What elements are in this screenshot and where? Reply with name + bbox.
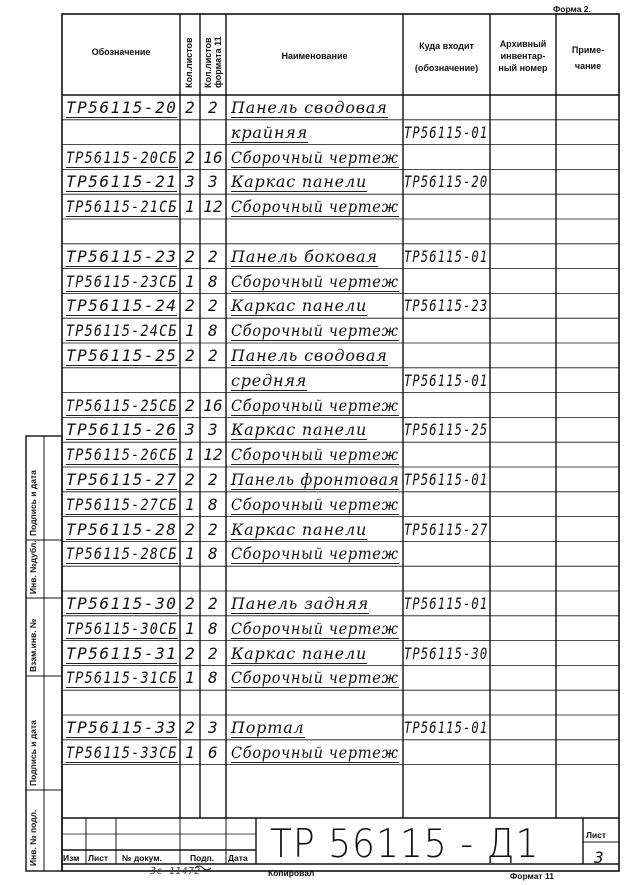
stamp-sheet-number: 3 [594, 848, 604, 867]
row-name: Панель сводовая [231, 346, 388, 365]
row-sheets-format: 12 [203, 445, 223, 465]
row-sheets-format: 2 [208, 519, 218, 539]
col-header-sheets-count: Кол.листов [184, 37, 194, 88]
row-designation: ТР56115-24 [66, 296, 178, 316]
table-row [0, 95, 628, 120]
row-sheets-format: 2 [208, 296, 218, 316]
row-name: Каркас панели [231, 172, 368, 192]
row-where-used: ТР56115-01 [404, 246, 489, 266]
row-name: Сборочный чертеж [231, 271, 399, 291]
row-sheets-count: 2 [185, 296, 195, 316]
row-sheets-format: 8 [208, 321, 218, 341]
row-designation: ТР56115-31СБ [66, 668, 178, 688]
row-designation: ТР56115-21СБ [66, 197, 178, 217]
row-sheets-count: 2 [185, 246, 195, 266]
table-row [0, 318, 628, 343]
row-sheets-format: 3 [208, 420, 218, 440]
row-name: Панель задняя [231, 594, 370, 613]
row-sheets-format: 8 [208, 544, 218, 564]
table-row [0, 690, 628, 715]
row-sheets-format: 2 [208, 643, 218, 663]
stamp-izm: Изм [63, 853, 80, 863]
row-sheets-count: 1 [185, 494, 195, 514]
row-name: крайняя [231, 122, 308, 142]
row-sheets-count: 1 [185, 445, 195, 465]
table-row [0, 293, 628, 318]
row-sheets-count: 2 [185, 470, 195, 489]
row-name: Панель боковая [231, 246, 378, 266]
row-designation: ТР56115-25СБ [66, 395, 178, 415]
row-designation: ТР56115-31 [66, 643, 178, 663]
row-designation: ТР56115-23СБ [66, 271, 178, 291]
row-designation: ТР56115-25 [66, 346, 178, 365]
table-row [0, 566, 628, 591]
row-name: Сборочный чертеж [231, 197, 399, 217]
table-row [0, 665, 628, 690]
row-designation: ТР56115-33 [66, 718, 178, 737]
row-name: средняя [231, 370, 308, 390]
row-name: Панель сводовая [231, 98, 388, 117]
row-sheets-count: 1 [185, 618, 195, 638]
col-header-archive: Архивный инвентар- ный номер [498, 39, 548, 73]
row-where-used: ТР56115-25 [404, 420, 489, 440]
table-row [0, 541, 628, 566]
row-name: Каркас панели [231, 420, 368, 440]
table-row [0, 442, 628, 467]
row-name: Сборочный чертеж [231, 445, 399, 465]
row-designation: ТР56115-20СБ [66, 147, 178, 167]
row-sheets-count: 2 [185, 98, 195, 117]
table-row [0, 219, 628, 244]
table-row [0, 492, 628, 517]
row-where-used: ТР56115-01 [404, 122, 489, 142]
row-designation: ТР56115-27 [66, 470, 178, 489]
row-sheets-count: 2 [185, 643, 195, 663]
row-sheets-format: 8 [208, 271, 218, 291]
row-sheets-count: 1 [185, 668, 195, 688]
stamp-sheet-label: Лист [586, 830, 607, 840]
row-designation: ТР56115-27СБ [66, 494, 178, 514]
col-header-designation: Обозначение [91, 47, 151, 57]
row-designation: ТР56115-28 [66, 519, 178, 539]
col-header-note: Приме- чание [571, 45, 605, 71]
row-sheets-count: 1 [185, 271, 195, 291]
row-designation: ТР56115-26 [66, 420, 178, 440]
col-header-sheets-format: Кол.листов формата 11 [203, 36, 223, 88]
row-designation: ТР56115-21 [66, 172, 178, 192]
row-name: Сборочный чертеж [231, 618, 399, 638]
row-sheets-format: 8 [208, 494, 218, 514]
table-row [0, 343, 628, 368]
row-where-used: ТР56115-23 [404, 296, 489, 316]
table-row [0, 194, 628, 219]
row-sheets-count: 3 [185, 420, 195, 440]
row-sheets-format: 16 [203, 147, 223, 167]
row-name: Сборочный чертеж [231, 147, 399, 167]
table-row [0, 517, 628, 542]
row-sheets-format: 2 [208, 594, 218, 613]
table-row [0, 616, 628, 641]
row-sheets-format: 3 [208, 718, 218, 737]
row-sheets-count: 2 [185, 519, 195, 539]
stamp-scribble: Зс 11472 [150, 866, 201, 877]
row-sheets-count: 1 [185, 197, 195, 217]
row-designation: ТР56115-28СБ [66, 544, 178, 564]
row-sheets-format: 2 [208, 346, 218, 365]
row-name: Сборочный чертеж [231, 494, 399, 514]
row-sheets-count: 1 [185, 742, 195, 762]
row-name: Сборочный чертеж [231, 742, 399, 762]
row-designation: ТР56115-24СБ [66, 321, 178, 341]
row-sheets-format: 16 [203, 395, 223, 415]
table-row [0, 641, 628, 666]
row-sheets-count: 2 [185, 147, 195, 167]
table-row [0, 169, 628, 194]
row-name: Каркас панели [231, 519, 368, 539]
row-where-used: ТР56115-20 [404, 172, 489, 192]
table-row [0, 244, 628, 269]
row-sheets-format: 8 [208, 668, 218, 688]
stamp-format: Формат 11 [510, 871, 554, 881]
table-row [0, 467, 628, 492]
table-row [0, 368, 628, 393]
stamp-list: Лист [88, 853, 109, 863]
row-where-used: ТР56115-01 [404, 470, 489, 489]
table-row [0, 269, 628, 294]
row-name: Каркас панели [231, 296, 368, 316]
row-sheets-count: 1 [185, 321, 195, 341]
row-designation: ТР56115-26СБ [66, 445, 178, 465]
side-inv-podl: Инв. № подл. [28, 809, 38, 866]
row-sheets-format: 2 [208, 470, 218, 489]
stamp-copied: Копировал [268, 868, 315, 878]
stamp-sign: Подп. [190, 853, 215, 863]
row-where-used: ТР56115-01 [404, 594, 489, 613]
row-designation: ТР56115-23 [66, 246, 178, 266]
row-sheets-format: 12 [203, 197, 223, 217]
row-sheets-format: 3 [208, 172, 218, 192]
row-designation: ТР56115-30 [66, 594, 178, 613]
table-row [0, 120, 628, 145]
table-row [0, 145, 628, 170]
stamp-doc-code: ТР 56115 - Д1 [270, 822, 540, 868]
side-inv-dubl: Инв. №дубл. [28, 540, 38, 594]
row-name: Сборочный чертеж [231, 668, 399, 688]
col-header-where-used: Куда входит (обозначение) [414, 41, 479, 73]
table-row [0, 591, 628, 616]
row-sheets-format: 2 [208, 246, 218, 266]
row-where-used: ТР56115-01 [404, 370, 489, 390]
row-name: Каркас панели [231, 643, 368, 663]
row-sheets-count: 2 [185, 718, 195, 737]
row-designation: ТР56115-30СБ [66, 618, 178, 638]
row-sheets-count: 2 [185, 346, 195, 365]
row-name: Панель фронтовая [231, 470, 400, 489]
stamp-date: Дата [228, 853, 248, 863]
row-sheets-count: 3 [185, 172, 195, 192]
row-designation: ТР56115-20 [66, 98, 178, 117]
row-where-used: ТР56115-27 [404, 519, 489, 539]
col-header-name: Наименование [281, 51, 348, 61]
row-sheets-format: 8 [208, 618, 218, 638]
table-row [0, 417, 628, 442]
row-name: Сборочный чертеж [231, 544, 399, 564]
row-where-used: ТР56115-01 [404, 718, 489, 737]
side-vzam-inv: Взам.инв. № [28, 618, 38, 672]
table-row [0, 715, 628, 740]
row-sheets-count: 2 [185, 594, 195, 613]
row-sheets-count: 1 [185, 544, 195, 564]
row-where-used: ТР56115-30 [404, 643, 489, 663]
row-name: Сборочный чертеж [231, 321, 399, 341]
side-sign-date-bottom: Подпись и дата [28, 720, 38, 786]
row-sheets-format: 6 [208, 742, 218, 762]
table-row [0, 393, 628, 418]
stamp-doc-no: № докум. [122, 853, 162, 863]
side-sign-date-top: Подпись и дата [28, 470, 38, 536]
row-name: Сборочный чертеж [231, 395, 399, 415]
row-name: Портал [231, 718, 305, 737]
table-row [0, 740, 628, 765]
row-designation: ТР56115-33СБ [66, 742, 178, 762]
row-sheets-format: 2 [208, 98, 218, 117]
row-sheets-count: 2 [185, 395, 195, 415]
form-label: Форма 2. [553, 4, 591, 14]
